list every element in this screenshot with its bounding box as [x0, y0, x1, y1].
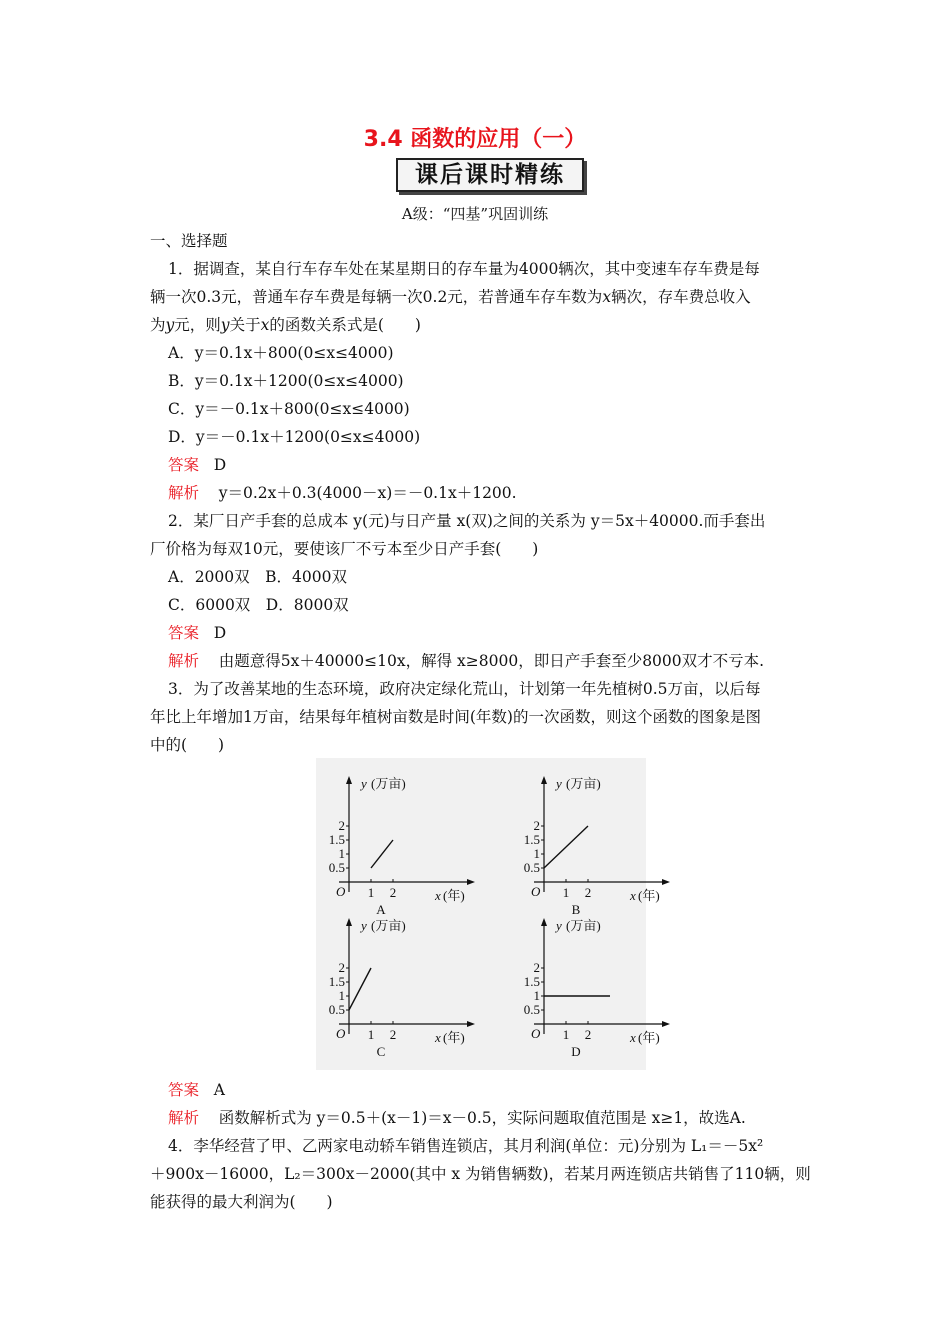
- y-axis-unit: (万亩): [566, 776, 601, 791]
- panel-label-A: A: [376, 902, 386, 917]
- y-axis-unit: (万亩): [371, 918, 406, 933]
- q1-text: 辆一次0.3元，普通车存车费是每辆一次0.2元，若普通车存车数为: [150, 288, 603, 306]
- q1-line-2: [150, 285, 751, 307]
- x-axis-arrow: [467, 879, 475, 885]
- x-axis-arrow: [662, 1021, 670, 1027]
- x-axis-arrow: [662, 879, 670, 885]
- q3-line-1: 3．为了改善某地的生态环境，政府决定绿化荒山，计划第一年先植树0.5万亩，以后每: [168, 680, 761, 698]
- x-axis-label: x: [435, 888, 441, 903]
- y-tick-label: 1: [338, 846, 345, 861]
- origin-label: O: [531, 884, 541, 899]
- panel-label-C: C: [376, 1044, 386, 1059]
- q1-answer: [168, 453, 226, 475]
- y-axis-label: y: [556, 918, 562, 933]
- x-tick-label: 1: [562, 885, 570, 900]
- x-tick-label: 2: [389, 1027, 397, 1042]
- y-axis-label: y: [361, 918, 367, 933]
- panel-label-B: B: [571, 902, 581, 917]
- x-axis-arrow: [467, 1021, 475, 1027]
- q2-analysis: [168, 649, 764, 671]
- x-axis-unit: (年): [638, 1030, 660, 1045]
- q3-line-3: 中的( ): [150, 736, 225, 754]
- y-tick-label: 2: [533, 960, 540, 975]
- q1-text: 的函数关系式是( ): [269, 316, 421, 334]
- x-axis-unit: (年): [443, 888, 465, 903]
- x-tick-label: 1: [367, 1027, 375, 1042]
- answer-value: D: [213, 624, 227, 642]
- q2-line-2: 厂价格为每双10元，要使该厂不亏本至少日产手套( ): [150, 540, 539, 558]
- y-tick-label: 0.5: [328, 1002, 345, 1017]
- q1-text: 为: [150, 316, 166, 334]
- x-axis-unit: (年): [638, 888, 660, 903]
- page-title: 3.4 函数的应用（一）: [363, 127, 587, 152]
- q1-var: x: [602, 288, 612, 306]
- x-tick-label: 1: [367, 885, 375, 900]
- y-tick-label: 1: [533, 988, 540, 1003]
- q1-analysis: [168, 481, 517, 503]
- x-tick-label: 2: [584, 885, 592, 900]
- y-axis-label: y: [361, 776, 367, 791]
- y-axis-arrow: [541, 918, 547, 926]
- q4-line-2: ＋900x－16000，L₂＝300x－2000(其中 x 为销售辆数)，若某月两连锁店共销售了110辆，则: [150, 1165, 811, 1183]
- answer-label: 答案: [168, 456, 200, 474]
- y-axis-unit: (万亩): [371, 776, 406, 791]
- q1-option-a: A．y＝0.1x＋800(0≤x≤4000): [168, 344, 394, 362]
- y-tick-label: 2: [338, 818, 345, 833]
- x-axis-label: x: [435, 1030, 441, 1045]
- q2-options-ab: A．2000双 B．4000双: [168, 568, 347, 586]
- q1-option-d: D．y＝－0.1x＋1200(0≤x≤4000): [168, 428, 421, 446]
- analysis-text: 由题意得5x＋40000≤10x，解得 x≥8000，即日产手套至少8000双才不亏本.: [218, 652, 765, 670]
- q3-analysis: [168, 1106, 746, 1128]
- answer-value: A: [213, 1081, 225, 1099]
- level-heading: A级：“四基”巩固训练: [401, 205, 549, 223]
- q2-line-1: 2．某厂日产手套的总成本 y(元)与日产量 x(双)之间的关系为 y＝5x＋40000.而手套出: [168, 512, 766, 530]
- analysis-text: y＝0.2x＋0.3(4000－x)＝－0.1x＋1200.: [218, 484, 517, 502]
- q1-option-c: C．y＝－0.1x＋800(0≤x≤4000): [168, 400, 410, 418]
- y-tick-label: 0.5: [523, 1002, 540, 1017]
- y-tick-label: 1.5: [523, 832, 540, 847]
- q1-option-b: B．y＝0.1x＋1200(0≤x≤4000): [168, 372, 404, 390]
- q4-line-3: 能获得的最大利润为( ): [150, 1193, 333, 1211]
- q1-var: y: [220, 316, 230, 334]
- graph-line-A: [371, 840, 393, 868]
- origin-label: O: [531, 1026, 541, 1041]
- y-tick-label: 1.5: [328, 974, 345, 989]
- y-tick-label: 0.5: [328, 860, 345, 875]
- q4-line-1: 4．李华经营了甲、乙两家电动轿车销售连锁店，其月利润(单位：元)分别为 L₁＝－5x²: [168, 1137, 764, 1155]
- y-tick-label: 1: [533, 846, 540, 861]
- y-tick-label: 2: [533, 818, 540, 833]
- q2-answer: [168, 621, 226, 643]
- x-axis-unit: (年): [443, 1030, 465, 1045]
- panel-label-D: D: [571, 1044, 581, 1059]
- graph-figure: [316, 758, 660, 1070]
- x-tick-label: 1: [562, 1027, 570, 1042]
- y-axis-arrow: [541, 776, 547, 784]
- q3-line-2: 年比上年增加1万亩，结果每年植树亩数是时间(年数)的一次函数，则这个函数的图象是图: [150, 708, 761, 726]
- q1-text: 关于: [229, 316, 261, 334]
- q1-text: 元，则: [174, 316, 221, 334]
- y-axis-label: y: [556, 776, 562, 791]
- y-axis-arrow: [346, 776, 352, 784]
- y-tick-label: 0.5: [523, 860, 540, 875]
- answer-value: D: [213, 456, 227, 474]
- answer-label: 答案: [168, 624, 200, 642]
- y-tick-label: 2: [338, 960, 345, 975]
- analysis-text: 函数解析式为 y＝0.5＋(x－1)＝x－0.5，实际问题取值范围是 x≥1，故选A.: [218, 1109, 746, 1127]
- origin-label: O: [336, 1026, 346, 1041]
- section-heading: 一、选择题: [150, 232, 228, 250]
- q1-var: y: [165, 316, 175, 334]
- q1-var: x: [260, 316, 270, 334]
- x-tick-label: 2: [584, 1027, 592, 1042]
- analysis-label: 解析: [168, 652, 200, 670]
- graph-line-B: [544, 826, 588, 868]
- analysis-label: 解析: [168, 1109, 200, 1127]
- origin-label: O: [336, 884, 346, 899]
- q3-answer: [168, 1078, 225, 1100]
- answer-label: 答案: [168, 1081, 200, 1099]
- graph-line-C: [349, 968, 371, 1010]
- q2-options-cd: C．6000双 D．8000双: [168, 596, 349, 614]
- graph-figure-svg: [316, 758, 660, 1070]
- y-tick-label: 1.5: [328, 832, 345, 847]
- y-tick-label: 1.5: [523, 974, 540, 989]
- analysis-label: 解析: [168, 484, 200, 502]
- y-axis-unit: (万亩): [566, 918, 601, 933]
- section-banner: 课后课时精练: [396, 158, 584, 192]
- y-tick-label: 1: [338, 988, 345, 1003]
- q1-line-1: 1．据调查，某自行车存车处在某星期日的存车量为4000辆次，其中变速车存车费是每: [168, 260, 760, 278]
- x-tick-label: 2: [389, 885, 397, 900]
- x-axis-label: x: [630, 1030, 636, 1045]
- q1-text: 辆次，存车费总收入: [611, 288, 751, 306]
- q1-line-3: [150, 313, 421, 335]
- x-axis-label: x: [630, 888, 636, 903]
- y-axis-arrow: [346, 918, 352, 926]
